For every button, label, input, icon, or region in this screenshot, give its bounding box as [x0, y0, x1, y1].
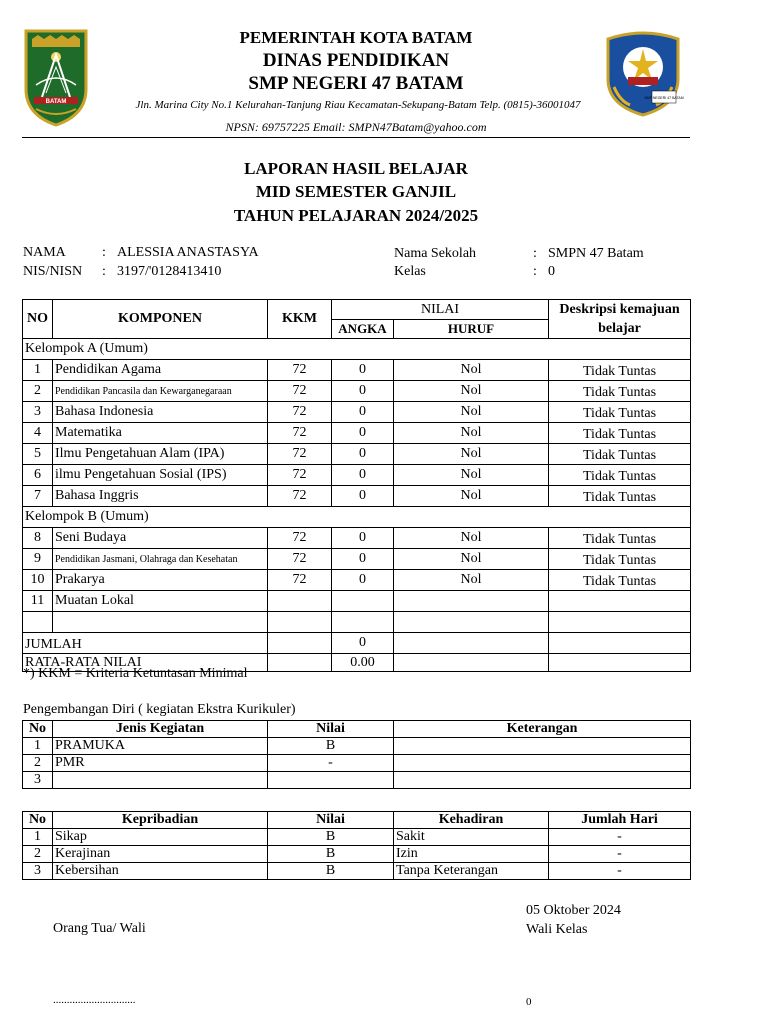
table-row: [23, 528, 691, 549]
row-deskripsi: Tidak Tuntas: [549, 360, 691, 381]
svg-text:BATAM: BATAM: [45, 99, 67, 105]
row-angka: 0: [332, 423, 394, 444]
jumlah-label: JUMLAH: [23, 633, 268, 654]
row-kkm: 72: [268, 486, 332, 507]
row-komponen: Pendidikan Agama: [53, 360, 268, 381]
row-komponen: Pendidikan Jasmani, Olahraga dan Kesehatan: [53, 549, 268, 570]
kkm-footnote: *) KKM = Kriteria Ketuntasan Minimal: [23, 666, 248, 681]
col-kkm: KKM: [268, 300, 332, 339]
row-kkm: 72: [268, 402, 332, 423]
table-row: 3: [23, 772, 691, 789]
col-komponen: KOMPONEN: [53, 300, 268, 339]
table-row: [23, 381, 691, 402]
row-deskripsi: Tidak Tuntas: [549, 381, 691, 402]
row-komponen: ilmu Pengetahuan Sosial (IPS): [53, 465, 268, 486]
row-angka: 0: [332, 360, 394, 381]
row-deskripsi: Tidak Tuntas: [549, 528, 691, 549]
row-deskripsi: Tidak Tuntas: [549, 465, 691, 486]
nama-colon: :: [102, 245, 106, 260]
kep-col-kepribadian: Kepribadian: [53, 812, 268, 829]
report-subtitle: MID SEMESTER GANJIL: [255, 182, 457, 201]
row-no: 8: [23, 528, 53, 549]
table-row: [23, 465, 691, 486]
sekolah-colon: :: [533, 246, 537, 261]
row-no: 7: [23, 486, 53, 507]
row-deskripsi: Tidak Tuntas: [549, 549, 691, 570]
kep-col-jumlah: Jumlah Hari: [549, 812, 691, 829]
row-no: 1: [23, 360, 53, 381]
row-angka: 0: [332, 402, 394, 423]
nama-value: ALESSIA ANASTASYA: [117, 245, 259, 260]
header-npsn-email: NPSN: 69757225 Email: SMPN47Batam@yahoo.com: [225, 120, 487, 134]
row-no: 9: [23, 549, 53, 570]
row-huruf: Nol: [394, 360, 549, 381]
table-row: 2 Kerajinan B Izin -: [23, 846, 691, 863]
row-angka: 0: [332, 465, 394, 486]
header-department: DINAS PENDIDIKAN: [262, 50, 450, 71]
row-angka: [332, 591, 394, 612]
ekstra-col-no: No: [23, 721, 53, 738]
ekstra-caption: Pengembangan Diri ( kegiatan Ekstra Kurikuler): [23, 702, 296, 717]
kelas-label: Kelas: [394, 264, 426, 279]
rata-label: RATA-RATA NILAI: [23, 654, 268, 672]
jumlah-row: [23, 633, 691, 654]
sekolah-value: SMPN 47 Batam: [548, 246, 644, 261]
row-komponen: Seni Budaya: [53, 528, 268, 549]
col-deskripsi: Deskripsi kemajuan belajar: [549, 300, 691, 339]
rata-value: 0.00: [332, 654, 394, 672]
grades-table: [22, 299, 691, 672]
row-no: 3: [23, 402, 53, 423]
row-no: 6: [23, 465, 53, 486]
nama-label: NAMA: [23, 245, 66, 260]
row-deskripsi: Tidak Tuntas: [549, 486, 691, 507]
kep-col-no: No: [23, 812, 53, 829]
table-row: [23, 549, 691, 570]
table-row: [23, 360, 691, 381]
col-huruf: HURUF: [394, 320, 549, 339]
row-huruf: Nol: [394, 381, 549, 402]
row-huruf: [394, 591, 549, 612]
header-divider: [22, 137, 690, 138]
row-angka: 0: [332, 570, 394, 591]
table-row: [23, 402, 691, 423]
ekstra-col-jenis: Jenis Kegiatan: [53, 721, 268, 738]
report-title: LAPORAN HASIL BELAJAR: [244, 159, 468, 178]
row-angka: 0: [332, 486, 394, 507]
row-kkm: 72: [268, 570, 332, 591]
nis-colon: :: [102, 264, 106, 279]
kelas-value: 0: [548, 264, 555, 279]
wali-kelas-signature-name: 0: [526, 996, 532, 1008]
table-row: [23, 570, 691, 591]
wali-kelas-label: Wali Kelas: [526, 922, 588, 937]
header-school-name: SMP NEGERI 47 BATAM: [248, 73, 464, 94]
kepribadian-table: [22, 811, 691, 880]
table-row: [23, 444, 691, 465]
row-komponen: Matematika: [53, 423, 268, 444]
table-row: 1 Sikap B Sakit -: [23, 829, 691, 846]
row-komponen: Bahasa Indonesia: [53, 402, 268, 423]
row-angka: 0: [332, 528, 394, 549]
ekstra-col-keterangan: Keterangan: [394, 721, 691, 738]
nis-label: NIS/NISN: [23, 264, 83, 279]
row-no: 2: [23, 381, 53, 402]
row-huruf: Nol: [394, 549, 549, 570]
row-angka: 0: [332, 444, 394, 465]
table-row: 3 Kebersihan B Tanpa Keterangan -: [23, 863, 691, 880]
row-komponen: Ilmu Pengetahuan Alam (IPA): [53, 444, 268, 465]
header-government: PEMERINTAH KOTA BATAM: [239, 28, 473, 47]
report-date: 05 Oktober 2024: [526, 903, 621, 918]
col-nilai: NILAI: [332, 300, 549, 320]
ekstra-table: [22, 720, 691, 789]
row-angka: 0: [332, 381, 394, 402]
row-huruf: Nol: [394, 486, 549, 507]
row-no: 4: [23, 423, 53, 444]
row-deskripsi: Tidak Tuntas: [549, 423, 691, 444]
table-row: 1 PRAMUKA B: [23, 738, 691, 755]
row-komponen: Pendidikan Pancasila dan Kewarganegaraan: [53, 381, 268, 402]
row-kkm: 72: [268, 360, 332, 381]
ekstra-col-nilai: Nilai: [268, 721, 394, 738]
row-komponen: Prakarya: [53, 570, 268, 591]
row-kkm: [268, 591, 332, 612]
header-address: Jln. Marina City No.1 Kelurahan-Tanjung Riau Kecamatan-Sekupang-Batam Telp. (0815)-36001047: [135, 99, 581, 111]
row-huruf: Nol: [394, 528, 549, 549]
row-komponen: Bahasa Inggris: [53, 486, 268, 507]
row-deskripsi: [549, 591, 691, 612]
table-row: [23, 423, 691, 444]
row-kkm: 72: [268, 465, 332, 486]
kelas-colon: :: [533, 264, 537, 279]
table-row-empty: [23, 612, 691, 633]
education-emblem-logo: [600, 27, 686, 117]
report-academic-year: TAHUN PELAJARAN 2024/2025: [233, 206, 479, 225]
row-no: 11: [23, 591, 53, 612]
col-angka: ANGKA: [332, 320, 394, 339]
svg-text:SMP NEGERI 47 BATAM: SMP NEGERI 47 BATAM: [644, 96, 684, 100]
row-deskripsi: Tidak Tuntas: [549, 402, 691, 423]
row-huruf: Nol: [394, 444, 549, 465]
row-kkm: 72: [268, 444, 332, 465]
row-no: 5: [23, 444, 53, 465]
row-angka: 0: [332, 549, 394, 570]
city-emblem-logo: [22, 27, 90, 127]
group-b-heading: Kelompok B (Umum): [23, 507, 691, 528]
row-no: 10: [23, 570, 53, 591]
table-row: [23, 486, 691, 507]
row-komponen: Muatan Lokal: [53, 591, 268, 612]
row-kkm: 72: [268, 528, 332, 549]
table-row: [23, 591, 691, 612]
row-kkm: 72: [268, 549, 332, 570]
table-row: 2 PMR -: [23, 755, 691, 772]
orang-tua-signature-line: ..............................: [53, 994, 136, 1006]
col-no: NO: [23, 300, 53, 339]
jumlah-value: 0: [332, 633, 394, 654]
row-deskripsi: Tidak Tuntas: [549, 570, 691, 591]
group-a-heading: Kelompok A (Umum): [23, 339, 691, 360]
row-huruf: Nol: [394, 570, 549, 591]
sekolah-label: Nama Sekolah: [394, 246, 477, 261]
orang-tua-label: Orang Tua/ Wali: [53, 921, 146, 936]
row-deskripsi: Tidak Tuntas: [549, 444, 691, 465]
row-huruf: Nol: [394, 465, 549, 486]
kep-col-nilai: Nilai: [268, 812, 394, 829]
row-huruf: Nol: [394, 402, 549, 423]
kep-col-kehadiran: Kehadiran: [394, 812, 549, 829]
row-kkm: 72: [268, 423, 332, 444]
nis-value: 3197/'0128413410: [117, 264, 222, 279]
row-kkm: 72: [268, 381, 332, 402]
row-huruf: Nol: [394, 423, 549, 444]
